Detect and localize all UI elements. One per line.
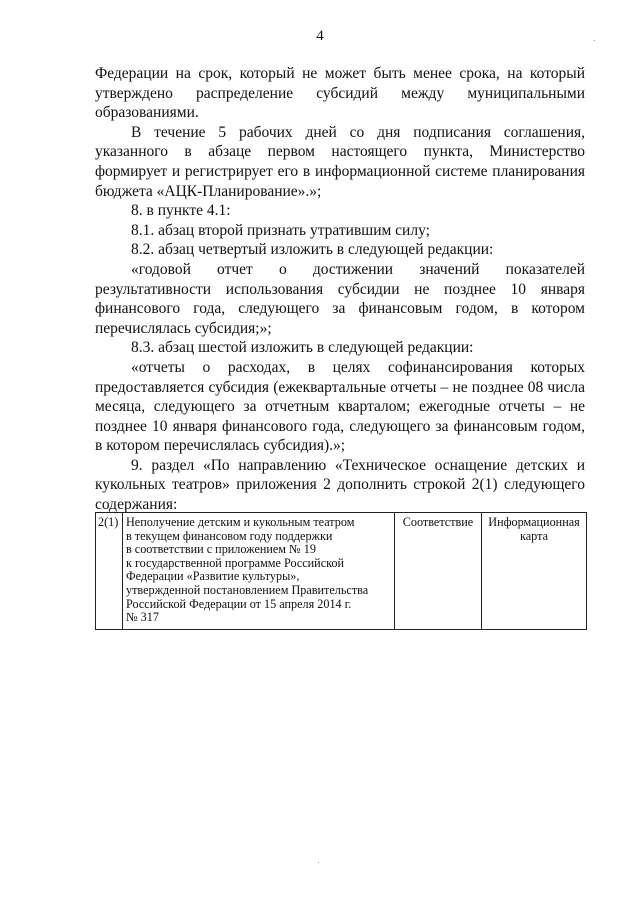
scan-speck: [318, 862, 319, 863]
paragraph-registration: В течение 5 рабочих дней со дня подписания соглашения, указанного в абзаце первом настоящего пункта, Министерство формирует и регистрирует его в информационной системе планирования бюджета «АЦК-Планирование».»;: [95, 123, 585, 200]
paragraph-expense-reports: «отчеты о расходах, в целях софинансирования которых предоставляется субсидия (ежеквартальные отчеты – не позднее 08 числа месяца, следующего за отчетным кварталом; ежегодные отчеты – не позднее 10 января финансового года, следующего за финансовым годом, в котором перечислялась субсидия).»;: [95, 358, 585, 455]
description-line: в текущем финансовом году поддержки: [126, 528, 333, 543]
description-cell: [123, 513, 395, 630]
row-number-cell: 2(1): [96, 513, 123, 630]
description-line: Российской Федерации от 15 апреля 2014 г.: [126, 596, 352, 611]
description-line: в соответствии с приложением № 19: [126, 542, 316, 557]
description-line: Неполучение детским и кукольным театром: [126, 515, 355, 529]
page-number: 4: [316, 28, 324, 44]
paragraph-item-8-1: 8.1. абзац второй признать утратившим силу;: [131, 221, 430, 239]
paragraph-item-8-2: 8.2. абзац четвертый изложить в следующей редакции:: [131, 241, 494, 259]
source-cell: Информационная карта: [482, 513, 587, 630]
amendment-table: [95, 512, 587, 630]
status-cell: Соответствие: [395, 513, 482, 630]
document-body: [95, 64, 585, 515]
description-line: утвержденной постановлением Правительства: [126, 582, 369, 597]
paragraph-annual-report: «годовой отчет о достижении значений показателей результативности использования субсидии не позднее 10 января финансового года, следующего за финансовым годом, в котором перечислялась субсидия;»;: [95, 260, 585, 337]
description-line: к государственной программе Российской: [126, 555, 345, 570]
paragraph-item-8: 8. в пункте 4.1:: [131, 202, 231, 220]
paragraph-item-9: 9. раздел «По направлению «Техническое оснащение детских и кукольных театров» приложения 2 дополнить строкой 2(1) следующего содержания:: [95, 456, 585, 514]
description-line: Федерации «Развитие культуры»,: [126, 569, 300, 584]
description-line: № 317: [126, 610, 159, 625]
paragraph-item-8-3: 8.3. абзац шестой изложить в следующей редакции:: [131, 339, 474, 357]
scan-speck: [594, 40, 595, 41]
paragraph-continuation: Федерации на срок, который не может быть менее срока, на который утверждено распределение субсидий между муниципальными образованиями.: [95, 65, 585, 122]
table-row: [96, 513, 587, 630]
